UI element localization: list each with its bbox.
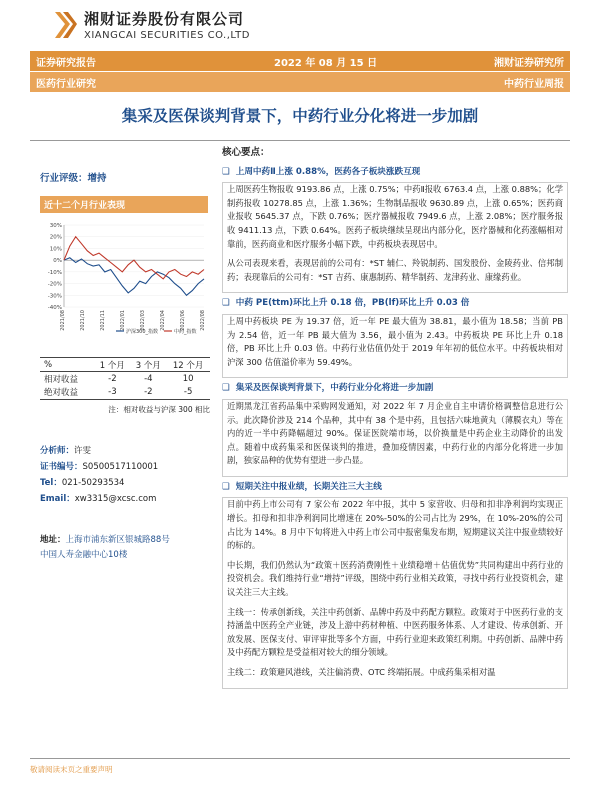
section-title-3: ❑ 集采及医保谈判背景下，中药行业分化将进一步加剧 — [222, 382, 568, 396]
table-cell: 相对收益 — [44, 374, 79, 385]
company-name-cn: 湘财证券股份有限公司 — [84, 10, 245, 28]
report-series: 中药行业周报 — [504, 78, 564, 90]
paragraph: 目前中药上市公司有 7 家公布 2022 年中报，其中 5 家营收、归母和扣非净利润均实现正增长。扣母和扣非净利润同比增速在 20%-50%的公司占比为 29%，在 10%-20%的公司占比为 14%。8 月中下旬将进入中药上市公司中报密集发布期，短期建议关注中报业绩较好的标的。 — [227, 499, 563, 551]
section-title-2: ❑ 中药 PE(ttm)环比上升 0.18 倍，PB(lf)环比上升 0.03 倍 — [222, 297, 568, 311]
x-tick-label: 2022/01 — [120, 310, 126, 331]
footer-divider — [30, 758, 570, 759]
company-name-en: XIANGCAI SECURITIES CO.,LTD — [84, 30, 250, 41]
y-tick-label: 20% — [49, 234, 62, 241]
industry-rating: 行业评级：增持 — [40, 173, 107, 184]
x-tick-label: 2021/11 — [100, 310, 106, 331]
y-tick-label: 10% — [49, 246, 62, 253]
table-row — [40, 386, 210, 400]
table-header-cell: 3 个月 — [130, 358, 166, 372]
legend-label: 中药_指数 — [174, 329, 197, 335]
performance-table — [40, 357, 210, 400]
table-cell: -4 — [144, 373, 153, 384]
address-line-1 — [40, 533, 200, 548]
paragraph: 中长期，我们仍然认为“政策＋医药消费刚性＋业绩稳增＋估值优势”共同构建出中药行业的投资机会。我们维持行业“增持”评级，围绕中药行业相关政策，寻找中药行业投资机会，建议关注三大主线。 — [227, 559, 563, 598]
paragraph: 主线二：政策避风港线，关注偏消费、OTC 终端拓展。中成药集采相对温 — [227, 667, 496, 677]
series-line-1 — [64, 258, 204, 296]
paragraph: 主线一：传承创新线，关注中药创新、品牌中药及中药配方颗粒。政策对于中医药行业的支持涵盖中医药全产业链，涉及上游中药材种植、中医药服务体系、人才建设、传承创新、开放发展、医保支付、审评审批等多个方面，中药行业迎来政策红利期。中药创新、品牌中药及中药配方颗粒是受益相对较大的细分领域。 — [227, 606, 563, 658]
tel-number: 021-50293534 — [61, 478, 125, 488]
section-body-4 — [222, 497, 568, 688]
email-label: Email： — [40, 494, 75, 504]
email-address[interactable]: xw3315@xcsc.com — [74, 494, 157, 504]
table-cell: 10 — [182, 373, 194, 384]
main-content — [222, 146, 568, 693]
y-tick-label: -40% — [47, 305, 62, 311]
table-cell: -3 — [94, 386, 130, 400]
legend-label: 沪深300_指数 — [126, 329, 159, 335]
section-body-1 — [222, 182, 568, 293]
y-tick-label: -20% — [47, 281, 62, 288]
paragraph: 从公司表现来看，表现居前的公司有：*ST 辅仁、羚锐制药、国发股份、金陵药业、信邦制药；表现靠后的公司有：*ST 吉药、康惠制药、精华制药、龙津药业、康缘药业。 — [227, 258, 563, 282]
tel-label: Tel： — [40, 478, 62, 488]
address-block — [40, 533, 200, 563]
performance-title: 近十二个月行业表现 — [40, 196, 208, 213]
company-logo — [52, 8, 250, 41]
x-tick-label: 2022/03 — [140, 310, 146, 331]
footer-disclaimer: 敬请阅读末页之重要声明 — [30, 765, 113, 774]
table-header-cell: 12 个月 — [166, 358, 210, 372]
institute-name: 湘财证券研究所 — [494, 57, 564, 69]
logo-mark-icon — [52, 10, 78, 40]
address-text: 上海市浦东新区银城路88号 — [65, 535, 170, 545]
table-cell: 绝对收益 — [40, 386, 94, 400]
header-bar-primary — [30, 51, 570, 71]
x-tick-label: 2021/10 — [80, 310, 86, 331]
cert-label: 证书编号： — [40, 462, 83, 472]
section-body-3 — [222, 399, 568, 477]
cert-row — [40, 459, 200, 475]
tel-row — [40, 475, 200, 491]
table-header-row — [40, 358, 210, 372]
title-divider — [30, 140, 570, 141]
paragraph: 近期黑龙江省药品集中采购网发通知，对 2022 年 7 月企业自主申请价格调整信息进行公示。此次降价涉及 214 个品种，其中有 38 个是中药，且包括六味地黄丸（薄膜衣丸）等在内的近一半中药降幅超过 90%。保证医院端市场，以价换量是中药企业主动降价的出发点。随着中成药集采和医保谈判的推进，叠加疫情因素，中药行业的内部分化将进一步加剧，独家品种的优势有望进一步凸显。 — [227, 400, 563, 466]
analyst-info — [40, 443, 200, 507]
table-cell: -2 — [108, 373, 117, 384]
analyst-row — [40, 443, 200, 459]
x-tick-label: 2022/06 — [180, 310, 186, 331]
table-header-cell: 1 个月 — [94, 358, 130, 372]
table-row — [40, 372, 210, 386]
series-line-2 — [64, 237, 204, 279]
paragraph: 上周中药板块 PE 为 19.37 倍，近一年 PE 最大值为 38.81，最小值为 18.58；当前 PB 为 2.54 倍，近一年 PB 最大值为 3.56，最小值为 2.43。中药板块 PE 环比上升 0.18 倍，PB 环比上升 0.03 倍。中药行业估值仍处于 2019 年年初的低位水平。中药板块相对沪深 300 估值溢价率为 59.49%。 — [227, 315, 563, 367]
key-points-heading: 核心要点： — [222, 147, 270, 158]
report-title: 集采及医保谈判背景下，中药行业分化将进一步加剧 — [121, 107, 479, 125]
address-label: 地址： — [40, 535, 66, 545]
email-row — [40, 491, 200, 507]
table-header-cell: % — [40, 358, 94, 372]
section-title-1: ❑ 上周中药Ⅱ上涨 0.88%，医药各子板块涨跌互现 — [222, 166, 568, 180]
table-note: 注：相对收益与沪深 300 相比 — [108, 405, 210, 414]
table-cell: -5 — [166, 386, 210, 400]
address-line-2: 中国人寿金融中心10楼 — [40, 550, 128, 560]
section-body-2 — [222, 314, 568, 378]
x-tick-label: 2022/04 — [160, 310, 166, 331]
y-tick-label: 0% — [53, 258, 62, 265]
cert-number: S0500517110001 — [82, 462, 159, 472]
report-date: 2022 年 08 月 15 日 — [274, 57, 378, 69]
header-bar-secondary — [30, 72, 570, 92]
table-cell: -2 — [130, 386, 166, 400]
analyst-name: 许雯 — [74, 446, 92, 456]
section-title-4: ❑ 短期关注中报业绩，长期关注三大主线 — [222, 481, 568, 495]
paragraph: 上周医药生物报收 9193.86 点，上涨 0.75%；中药Ⅱ报收 6763.4 点，上涨 0.88%；化学制药报收 10278.85 点，上涨 1.36%；生物制品报收 9630.89 点，上涨 0.65%；医药商业报收 5645.37 点，下跌 0.76%；医疗器械报收 7949.6 点，上涨 2.08%；医疗服务报收 9411.13 点，下跌 0.64%。医药子板块继续呈现出内部分化，医疗器械和化药涨幅相对靠前，医药商业和医疗服务小幅下跌，中药板块表现居中。 — [227, 184, 563, 249]
left-sidebar — [40, 158, 210, 563]
x-tick-label: 2022/08 — [200, 310, 206, 331]
report-type: 证券研究报告 — [36, 57, 96, 69]
analyst-label: 分析师： — [40, 446, 75, 456]
y-tick-label: 30% — [49, 223, 62, 229]
x-tick-label: 2021/08 — [60, 310, 66, 331]
research-field: 医药行业研究 — [36, 78, 96, 90]
y-tick-label: -30% — [47, 293, 62, 300]
performance-chart-svg — [40, 219, 208, 337]
y-tick-label: -10% — [47, 269, 62, 276]
performance-chart — [40, 219, 208, 337]
